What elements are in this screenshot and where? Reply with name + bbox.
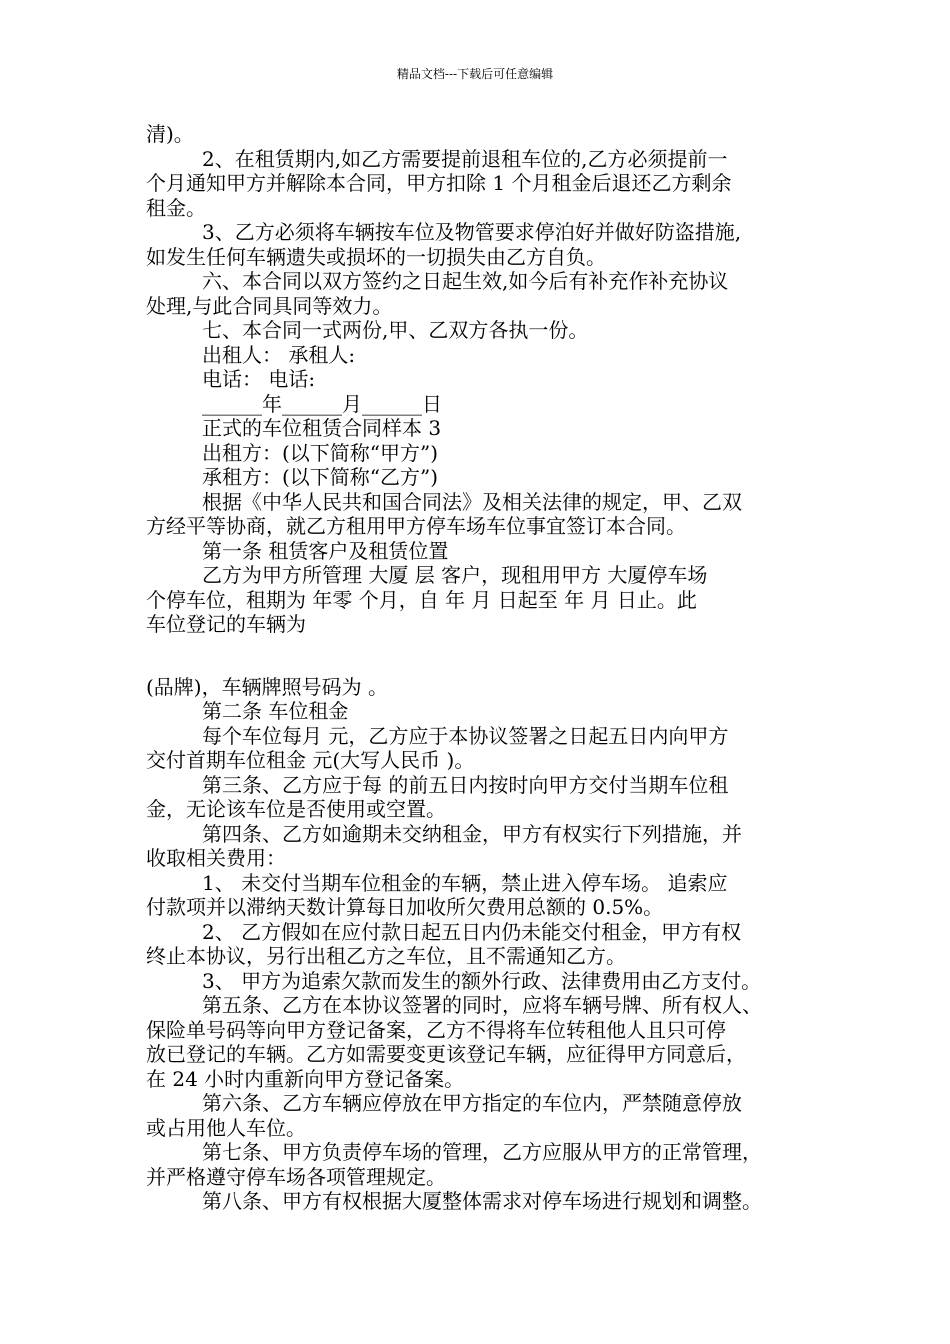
text-line: 第七条、甲方负责停车场的管理，乙方应服从甲方的正常管理， <box>202 1140 762 1164</box>
text-line: 出租人： 承租人: <box>202 342 356 367</box>
text-line: (品牌)，车辆牌照号码为 。 <box>146 674 388 699</box>
text-line: 乙方为甲方所管理 大厦 层 客户，现租用甲方 大厦停车场 <box>202 563 708 587</box>
text-line: 1、 未交付当期车位租金的车辆，禁止进入停车场。 追索应 <box>202 870 728 895</box>
text-line: 个月通知甲方并解除本合同，甲方扣除 1 个月租金后退还乙方剩余 <box>146 171 732 195</box>
text-line: 终止本协议，另行出租乙方之车位，且不需通知乙方。 <box>146 944 626 968</box>
text-line: ______年______月______日 <box>202 391 442 416</box>
blank-line <box>146 637 822 675</box>
text-line: 第一条 租赁客户及租赁位置 <box>202 538 449 563</box>
text-line: 出租方：(以下简称“甲方”) <box>202 440 439 465</box>
text-line: 电话： 电话: <box>202 367 316 391</box>
text-line: 方经平等协商，就乙方租用甲方停车场车位事宜签订本合同。 <box>146 514 686 538</box>
text-line: 车位登记的车辆为 <box>146 612 306 636</box>
page-header: 精品文档---下载后可任意编辑 <box>396 67 554 81</box>
text-line: 交付首期车位租金 元(大写人民币 )。 <box>146 748 475 772</box>
text-line: 第五条、乙方在本协议签署的同时，应将车辆号牌、所有权人、 <box>202 993 762 1017</box>
text-line: 个停车位，租期为 年零 个月，自 年 月 日起至 年 月 日止。此 <box>146 587 697 612</box>
text-line: 收取相关费用： <box>146 846 286 870</box>
text-line: 第八条、甲方有权根据大厦整体需求对停车场进行规划和调整。 <box>202 1189 762 1213</box>
text-line: 清)。 <box>146 122 194 146</box>
text-line: 3、 甲方为追索欠款而发生的额外行政、法律费用由乙方支付。 <box>202 968 762 993</box>
text-line: 第四条、乙方如逾期未交纳租金，甲方有权实行下列措施，并 <box>202 821 742 846</box>
text-line: 正式的车位租赁合同样本 3 <box>202 416 442 440</box>
text-line: 放已登记的车辆。乙方如需要变更该登记车辆，应征得甲方同意后， <box>146 1042 746 1066</box>
text-line: 金，无论该车位是否使用或空置。 <box>146 797 446 821</box>
text-line: 2、 乙方假如在应付款日起五日内仍未能交付租金，甲方有权 <box>202 919 742 944</box>
text-line: 租金。 <box>146 195 206 220</box>
text-line: 付款项并以滞纳天数计算每日加收所欠费用总额的 0.5%。 <box>146 895 664 919</box>
text-line: 六、本合同以双方签约之日起生效,如今后有补充作补充协议 <box>202 269 729 293</box>
document-body <box>146 122 822 1214</box>
text-line: 在 24 小时内重新向甲方登记备案。 <box>146 1066 465 1091</box>
text-line: 第六条、乙方车辆应停放在甲方指定的车位内，严禁随意停放 <box>202 1091 742 1115</box>
text-line: 第三条、乙方应于每 的前五日内按时向甲方交付当期车位租 <box>202 772 729 797</box>
text-line: 保险单号码等向甲方登记备案，乙方不得将车位转租他人且只可停 <box>146 1017 726 1042</box>
text-line: 第二条 车位租金 <box>202 699 349 723</box>
text-line: 如发生任何车辆遗失或损坏的一切损失由乙方自负。 <box>146 244 606 269</box>
text-line: 2、在租赁期内,如乙方需要提前退租车位的,乙方必须提前一 <box>202 146 728 171</box>
text-line: 3、乙方必须将车辆按车位及物管要求停泊好并做好防盗措施, <box>202 220 742 244</box>
text-line: 根据《中华人民共和国合同法》及相关法律的规定，甲、乙双 <box>202 489 742 514</box>
text-line: 并严格遵守停车场各项管理规定。 <box>146 1164 446 1189</box>
text-line: 或占用他人车位。 <box>146 1115 306 1140</box>
text-line: 处理,与此合同具同等效力。 <box>146 293 393 318</box>
text-line: 承租方：(以下简称“乙方”) <box>202 465 439 489</box>
text-line: 每个车位每月 元，乙方应于本协议签署之日起五日内向甲方 <box>202 723 729 748</box>
text-line: 七、本合同一式两份,甲、乙双方各执一份。 <box>202 318 589 342</box>
